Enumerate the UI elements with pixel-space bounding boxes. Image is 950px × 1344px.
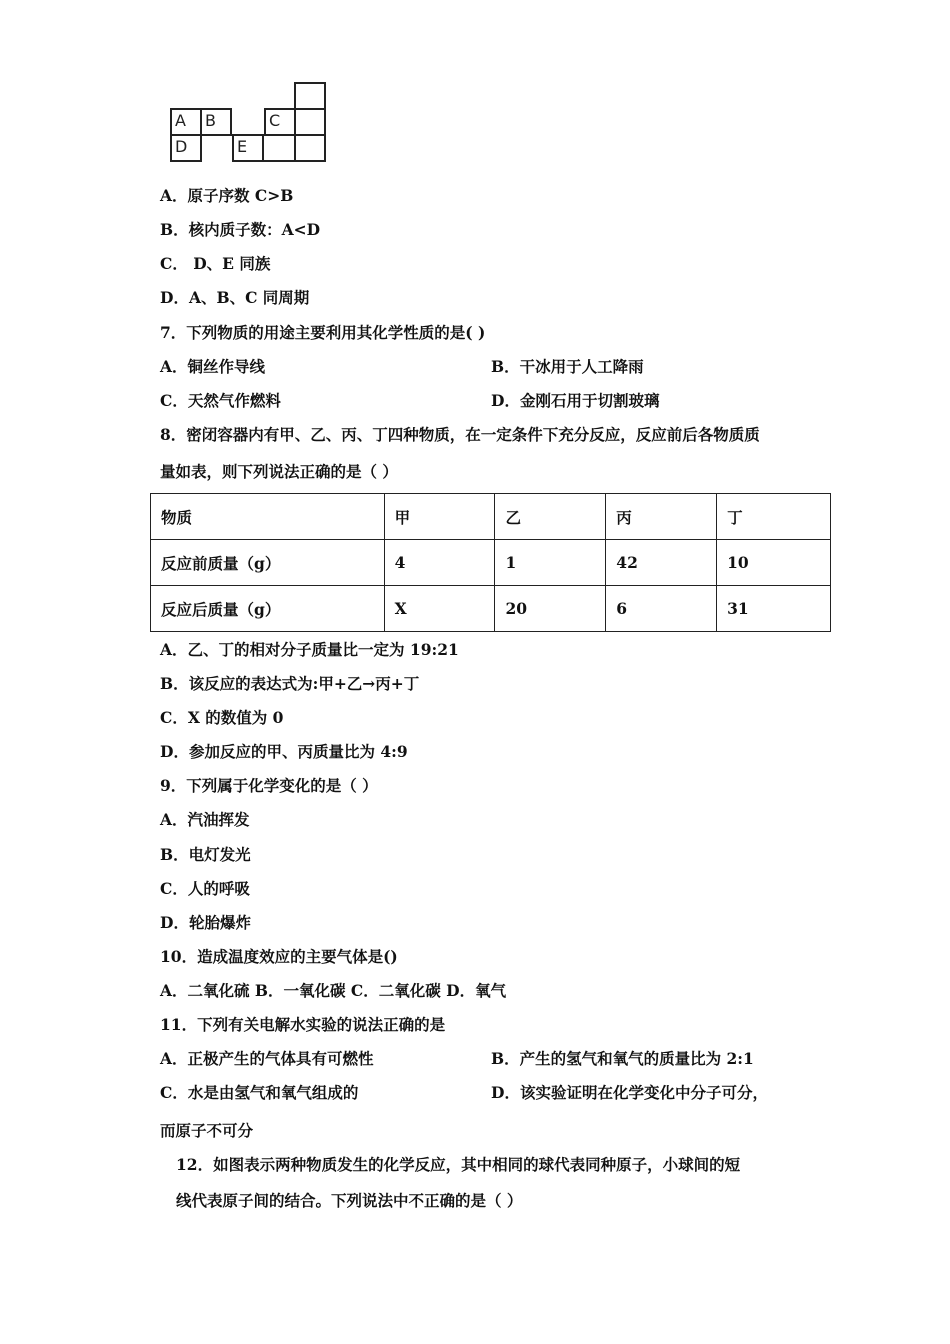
q8-mass-table <box>150 493 831 632</box>
q11-option-c: C．水是由氢气和氧气组成的 <box>160 1083 359 1102</box>
q9-option-a: A．汽油挥发 <box>160 810 250 829</box>
header-bing: 丙 <box>606 494 717 540</box>
q6-option-a: A．原子序数 C>B <box>160 186 294 205</box>
q9-option-c: C．人的呼吸 <box>160 879 250 898</box>
q7-option-d: D．金刚石用于切割玻璃 <box>491 391 660 410</box>
q11-option-b: B．产生的氢气和氧气的质量比为 2:1 <box>491 1049 754 1068</box>
label-b: B <box>205 111 216 130</box>
row-label-before: 反应前质量（g） <box>151 540 385 586</box>
cell-after-yi: 20 <box>495 586 606 632</box>
q9-stem: 9．下列属于化学变化的是（ ） <box>160 776 378 795</box>
grid-cell-d <box>170 134 202 162</box>
q11-option-a: A．正极产生的气体具有可燃性 <box>160 1049 374 1068</box>
q8-option-b: B．该反应的表达式为:甲+乙→丙+丁 <box>160 674 420 693</box>
q7-stem: 7．下列物质的用途主要利用其化学性质的是( ) <box>160 323 486 342</box>
q6-option-d: D．A、B、C 同周期 <box>160 288 310 307</box>
grid-cell-e <box>232 134 264 162</box>
q6-option-c: C． D、E 同族 <box>160 254 271 273</box>
q7-option-b: B．干冰用于人工降雨 <box>491 357 644 376</box>
table-row <box>151 586 831 632</box>
cell-before-yi: 1 <box>495 540 606 586</box>
label-e: E <box>237 137 248 156</box>
label-c: C <box>269 111 281 130</box>
grid-cell-c <box>264 108 296 136</box>
grid-cell-empty-right2 <box>294 134 326 162</box>
q8-option-a: A．乙、丁的相对分子质量比一定为 19:21 <box>160 640 459 659</box>
grid-cell-empty-bottom <box>262 134 296 162</box>
grid-cell-empty-top <box>294 82 326 110</box>
periodic-table-figure <box>170 82 330 164</box>
cell-after-jia: X <box>384 586 495 632</box>
grid-cell-a <box>170 108 202 136</box>
q7-option-a: A．铜丝作导线 <box>160 357 266 376</box>
table-row <box>151 540 831 586</box>
cell-after-ding: 31 <box>717 586 831 632</box>
q12-stem-line2: 线代表原子间的结合。下列说法中不正确的是（ ） <box>176 1191 523 1210</box>
cell-before-ding: 10 <box>717 540 831 586</box>
q8-option-c: C．X 的数值为 0 <box>160 708 284 727</box>
q11-option-d: D．该实验证明在化学变化中分子可分， <box>491 1083 768 1102</box>
q11-option-d-continuation: 而原子不可分 <box>160 1121 254 1140</box>
label-d: D <box>175 137 188 156</box>
header-ding: 丁 <box>717 494 831 540</box>
header-jia: 甲 <box>384 494 495 540</box>
q8-option-d: D．参加反应的甲、丙质量比为 4:9 <box>160 742 408 761</box>
q8-stem-line1: 8．密闭容器内有甲、乙、丙、丁四种物质，在一定条件下充分反应，反应前后各物质质 <box>160 425 760 444</box>
cell-before-bing: 42 <box>606 540 717 586</box>
header-substance: 物质 <box>151 494 385 540</box>
grid-cell-empty-right1 <box>294 108 326 136</box>
table-header-row <box>151 494 831 540</box>
cell-after-bing: 6 <box>606 586 717 632</box>
grid-cell-b <box>200 108 232 136</box>
label-a: A <box>175 111 186 130</box>
q12-stem-line1: 12．如图表示两种物质发生的化学反应，其中相同的球代表同种原子，小球间的短 <box>176 1155 741 1174</box>
q9-option-b: B．电灯发光 <box>160 845 251 864</box>
cell-before-jia: 4 <box>384 540 495 586</box>
q7-option-c: C．天然气作燃料 <box>160 391 281 410</box>
q11-stem: 11．下列有关电解水实验的说法正确的是 <box>160 1015 446 1034</box>
header-yi: 乙 <box>495 494 606 540</box>
q6-option-b: B．核内质子数：A<D <box>160 220 321 239</box>
row-label-after: 反应后质量（g） <box>151 586 385 632</box>
q8-stem-line2: 量如表，则下列说法正确的是（ ） <box>160 462 398 481</box>
q10-options: A．二氧化硫 B．一氧化碳 C．二氧化碳 D．氧气 <box>160 981 507 1000</box>
q10-stem: 10．造成温度效应的主要气体是() <box>160 947 398 966</box>
q9-option-d: D．轮胎爆炸 <box>160 913 251 932</box>
